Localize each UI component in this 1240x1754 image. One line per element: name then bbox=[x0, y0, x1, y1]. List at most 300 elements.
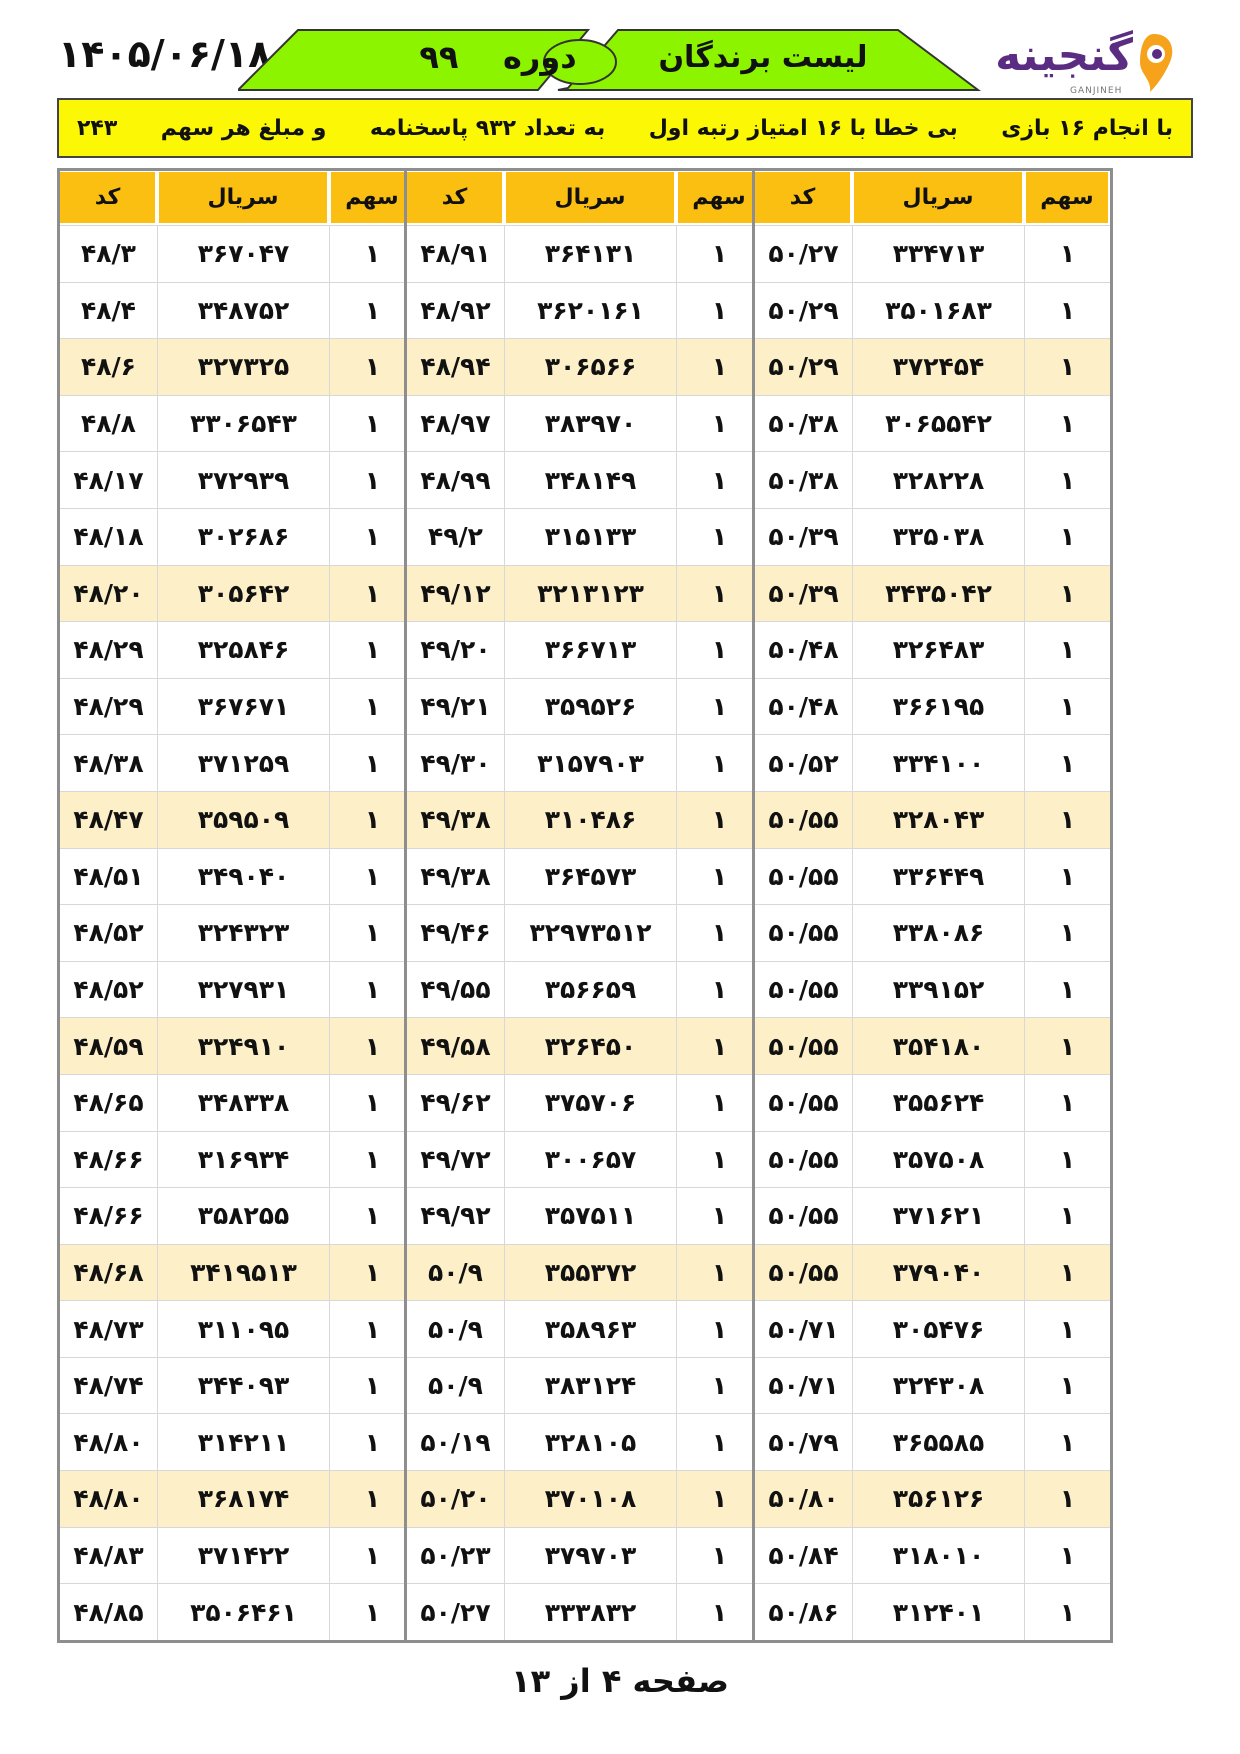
share-cell: ۱ bbox=[329, 509, 415, 565]
share-cell: ۱ bbox=[676, 1075, 762, 1131]
code-cell: ۵۰/۴۸ bbox=[768, 635, 839, 665]
code-cell: ۵۰/۸۰ bbox=[768, 1484, 839, 1514]
code-cell: ۴۸/۹۲ bbox=[420, 295, 491, 325]
share-cell: ۱ bbox=[676, 679, 762, 735]
code-cell: ۴۸/۲۹ bbox=[73, 635, 144, 665]
serial-cell: ۳۱۶۹۳۴ bbox=[157, 1132, 329, 1188]
serial-cell: ۳۷۱۶۲۱ bbox=[852, 1188, 1024, 1244]
code-cell: ۴۹/۶۲ bbox=[420, 1088, 491, 1118]
share-cell: ۱ bbox=[1024, 1584, 1110, 1640]
table-row bbox=[407, 791, 762, 848]
table-row bbox=[755, 1300, 1110, 1357]
share-cell: ۱ bbox=[1024, 1188, 1110, 1244]
serial-cell: ۳۵۰۶۴۶۱ bbox=[157, 1584, 329, 1640]
share-cell: ۱ bbox=[329, 283, 415, 339]
table-header-row bbox=[60, 171, 415, 225]
table-row bbox=[755, 1074, 1110, 1131]
table-row bbox=[60, 848, 415, 905]
table-row bbox=[407, 1470, 762, 1527]
code-cell: ۴۸/۸۳ bbox=[73, 1540, 144, 1570]
code-cell: ۵۰/۲۳ bbox=[420, 1540, 491, 1570]
code-cell: ۵۰/۳۹ bbox=[768, 578, 839, 608]
serial-cell: ۳۳۵۰۳۸ bbox=[852, 509, 1024, 565]
table-row bbox=[407, 1131, 762, 1188]
table-row bbox=[60, 225, 415, 282]
code-cell: ۴۸/۹۱ bbox=[420, 239, 491, 269]
share-cell: ۱ bbox=[676, 1358, 762, 1414]
page-title: لیست برندگان bbox=[658, 40, 868, 75]
table-row bbox=[755, 734, 1110, 791]
table-row bbox=[407, 451, 762, 508]
table-row bbox=[60, 734, 415, 791]
table-header-row bbox=[407, 171, 762, 225]
table-row bbox=[755, 508, 1110, 565]
table-row bbox=[407, 1527, 762, 1584]
column-header-rial: سریال bbox=[157, 172, 329, 223]
table-row bbox=[407, 225, 762, 282]
share-cell: ۱ bbox=[329, 566, 415, 622]
logo-subtext: GANJINEH bbox=[1070, 86, 1123, 96]
table-row bbox=[755, 904, 1110, 961]
share-cell: ۱ bbox=[1024, 1301, 1110, 1357]
serial-cell: ۳۵۴۱۸۰ bbox=[852, 1018, 1024, 1074]
table-row bbox=[407, 395, 762, 452]
code-cell: ۴۸/۷۴ bbox=[73, 1371, 144, 1401]
serial-cell: ۳۰۵۶۴۲ bbox=[157, 566, 329, 622]
table-row bbox=[60, 1413, 415, 1470]
serial-cell: ۳۴۴۰۹۳ bbox=[157, 1358, 329, 1414]
share-cell: ۱ bbox=[1024, 1132, 1110, 1188]
column-header-share: سهم bbox=[329, 172, 415, 223]
code-cell: ۴۹/۳۸ bbox=[420, 861, 491, 891]
code-cell: ۴۸/۸۰ bbox=[73, 1484, 144, 1514]
share-cell: ۱ bbox=[329, 622, 415, 678]
share-cell: ۱ bbox=[329, 1584, 415, 1640]
page-header bbox=[0, 0, 1240, 100]
table-row bbox=[407, 848, 762, 905]
code-cell: ۵۰/۷۱ bbox=[768, 1371, 839, 1401]
share-cell: ۱ bbox=[676, 1584, 762, 1640]
serial-cell: ۳۴۹۰۴۰ bbox=[157, 849, 329, 905]
serial-cell: ۳۱۵۷۹۰۳ bbox=[504, 735, 676, 791]
table-row bbox=[407, 1074, 762, 1131]
share-cell: ۱ bbox=[676, 792, 762, 848]
serial-cell: ۳۲۶۴۵۰ bbox=[504, 1018, 676, 1074]
code-cell: ۴۹/۳۰ bbox=[420, 748, 491, 778]
table-row bbox=[60, 338, 415, 395]
serial-cell: ۳۰۵۴۷۶ bbox=[852, 1301, 1024, 1357]
share-cell: ۱ bbox=[1024, 1018, 1110, 1074]
code-cell: ۴۹/۲ bbox=[428, 522, 483, 552]
table-row bbox=[755, 1131, 1110, 1188]
table-row bbox=[60, 508, 415, 565]
serial-cell: ۳۲۸۱۰۵ bbox=[504, 1414, 676, 1470]
code-cell: ۵۰/۸۴ bbox=[768, 1540, 839, 1570]
table-row bbox=[60, 451, 415, 508]
serial-cell: ۳۴۸۱۴۹ bbox=[504, 452, 676, 508]
serial-cell: ۳۶۴۱۳۱ bbox=[504, 226, 676, 282]
table-row bbox=[60, 904, 415, 961]
code-cell: ۵۰/۵۵ bbox=[768, 918, 839, 948]
table-row bbox=[407, 1187, 762, 1244]
info-rank: بی خطا با ۱۶ امتیاز رتبه اول bbox=[648, 115, 958, 141]
serial-cell: ۳۰۶۵۶۶ bbox=[504, 339, 676, 395]
serial-cell: ۳۵۰۱۶۸۳ bbox=[852, 283, 1024, 339]
table-row bbox=[755, 848, 1110, 905]
code-cell: ۵۰/۵۵ bbox=[768, 1031, 839, 1061]
table-row bbox=[755, 451, 1110, 508]
share-cell: ۱ bbox=[676, 1132, 762, 1188]
code-cell: ۵۰/۳۹ bbox=[768, 522, 839, 552]
serial-cell: ۳۳۸۰۸۶ bbox=[852, 905, 1024, 961]
table-row bbox=[755, 1470, 1110, 1527]
serial-cell: ۳۳۴۱۰۰ bbox=[852, 735, 1024, 791]
winners-table-right bbox=[752, 168, 1113, 1643]
code-cell: ۵۰/۵۵ bbox=[768, 1201, 839, 1231]
serial-cell: ۳۱۸۰۱۰ bbox=[852, 1528, 1024, 1584]
table-row bbox=[755, 1244, 1110, 1301]
table-row bbox=[407, 1244, 762, 1301]
share-cell: ۱ bbox=[676, 1528, 762, 1584]
share-cell: ۱ bbox=[329, 1188, 415, 1244]
code-cell: ۴۸/۵۲ bbox=[73, 975, 144, 1005]
table-row bbox=[60, 1470, 415, 1527]
serial-cell: ۳۶۸۱۷۴ bbox=[157, 1471, 329, 1527]
code-cell: ۴۹/۱۲ bbox=[420, 578, 491, 608]
winners-tables bbox=[57, 168, 1193, 1627]
code-cell: ۴۸/۹۷ bbox=[420, 409, 491, 439]
serial-cell: ۳۵۵۶۲۴ bbox=[852, 1075, 1024, 1131]
code-cell: ۵۰/۵۵ bbox=[768, 1088, 839, 1118]
share-cell: ۱ bbox=[1024, 1528, 1110, 1584]
info-amount: ۲۴۳ bbox=[77, 115, 118, 141]
code-cell: ۴۹/۷۲ bbox=[420, 1144, 491, 1174]
serial-cell: ۳۳۰۶۵۴۳ bbox=[157, 396, 329, 452]
share-cell: ۱ bbox=[676, 1018, 762, 1074]
code-cell: ۴۹/۵۸ bbox=[420, 1031, 491, 1061]
column-header-rial: سریال bbox=[852, 172, 1024, 223]
serial-cell: ۳۷۱۴۲۲ bbox=[157, 1528, 329, 1584]
share-cell: ۱ bbox=[329, 1245, 415, 1301]
serial-cell: ۳۰۶۵۵۴۲ bbox=[852, 396, 1024, 452]
code-cell: ۵۰/۷۹ bbox=[768, 1427, 839, 1457]
share-cell: ۱ bbox=[676, 452, 762, 508]
winners-table-middle bbox=[404, 168, 765, 1643]
code-cell: ۴۸/۷۳ bbox=[73, 1314, 144, 1344]
period-heading bbox=[328, 38, 668, 76]
code-cell: ۵۰/۲۰ bbox=[420, 1484, 491, 1514]
code-cell: ۴۸/۱۸ bbox=[73, 522, 144, 552]
code-cell: ۵۰/۲۷ bbox=[420, 1597, 491, 1627]
serial-cell: ۳۱۵۱۳۳ bbox=[504, 509, 676, 565]
info-games: با انجام ۱۶ بازی bbox=[1001, 115, 1173, 141]
code-cell: ۴۸/۳ bbox=[81, 239, 136, 269]
code-cell: ۴۸/۶۶ bbox=[73, 1201, 144, 1231]
table-row bbox=[60, 678, 415, 735]
share-cell: ۱ bbox=[329, 1358, 415, 1414]
serial-cell: ۳۷۵۷۰۶ bbox=[504, 1075, 676, 1131]
serial-cell: ۳۵۹۵۰۹ bbox=[157, 792, 329, 848]
serial-cell: ۳۷۹۷۰۳ bbox=[504, 1528, 676, 1584]
serial-cell: ۳۷۲۹۳۹ bbox=[157, 452, 329, 508]
code-cell: ۵۰/۸۶ bbox=[768, 1597, 839, 1627]
share-cell: ۱ bbox=[329, 339, 415, 395]
share-cell: ۱ bbox=[676, 622, 762, 678]
share-cell: ۱ bbox=[1024, 339, 1110, 395]
share-cell: ۱ bbox=[676, 849, 762, 905]
share-cell: ۱ bbox=[329, 396, 415, 452]
serial-cell: ۳۴۸۳۳۸ bbox=[157, 1075, 329, 1131]
serial-cell: ۳۲۶۴۸۳ bbox=[852, 622, 1024, 678]
table-header-row bbox=[755, 171, 1110, 225]
share-cell: ۱ bbox=[676, 396, 762, 452]
code-cell: ۴۸/۵۱ bbox=[73, 861, 144, 891]
table-row bbox=[755, 1017, 1110, 1074]
table-row bbox=[407, 961, 762, 1018]
table-row bbox=[407, 1357, 762, 1414]
serial-cell: ۳۲۸۲۲۸ bbox=[852, 452, 1024, 508]
serial-cell: ۳۶۶۱۹۵ bbox=[852, 679, 1024, 735]
share-cell: ۱ bbox=[1024, 566, 1110, 622]
serial-cell: ۳۰۲۶۸۶ bbox=[157, 509, 329, 565]
serial-cell: ۳۷۲۴۵۴ bbox=[852, 339, 1024, 395]
serial-cell: ۳۲۵۸۴۶ bbox=[157, 622, 329, 678]
serial-cell: ۳۸۳۹۷۰ bbox=[504, 396, 676, 452]
code-cell: ۴۸/۸۵ bbox=[73, 1597, 144, 1627]
share-cell: ۱ bbox=[329, 1018, 415, 1074]
serial-cell: ۳۶۲۰۱۶۱ bbox=[504, 283, 676, 339]
serial-cell: ۳۶۵۵۸۵ bbox=[852, 1414, 1024, 1470]
serial-cell: ۳۳۳۸۳۲ bbox=[504, 1584, 676, 1640]
table-row bbox=[407, 565, 762, 622]
serial-cell: ۳۶۶۷۱۳ bbox=[504, 622, 676, 678]
serial-cell: ۳۸۳۱۲۴ bbox=[504, 1358, 676, 1414]
table-row bbox=[407, 678, 762, 735]
code-cell: ۵۰/۵۵ bbox=[768, 1257, 839, 1287]
draw-date: ۱۴۰۵/۰۶/۱۸ bbox=[58, 32, 272, 76]
share-cell: ۱ bbox=[676, 1301, 762, 1357]
code-cell: ۴۸/۸۰ bbox=[73, 1427, 144, 1457]
code-cell: ۴۸/۵۲ bbox=[73, 918, 144, 948]
share-cell: ۱ bbox=[676, 226, 762, 282]
table-row bbox=[60, 1131, 415, 1188]
share-cell: ۱ bbox=[1024, 622, 1110, 678]
share-cell: ۱ bbox=[1024, 452, 1110, 508]
code-cell: ۴۸/۹۹ bbox=[420, 465, 491, 495]
column-header-code: کد bbox=[407, 172, 504, 223]
serial-cell: ۳۲۸۰۴۳ bbox=[852, 792, 1024, 848]
share-cell: ۱ bbox=[1024, 735, 1110, 791]
table-row bbox=[407, 1583, 762, 1640]
code-cell: ۴۸/۶۸ bbox=[73, 1257, 144, 1287]
share-cell: ۱ bbox=[676, 905, 762, 961]
table-row bbox=[407, 282, 762, 339]
table-row bbox=[755, 338, 1110, 395]
table-row bbox=[755, 961, 1110, 1018]
code-cell: ۴۸/۳۸ bbox=[73, 748, 144, 778]
serial-cell: ۳۲۷۳۲۵ bbox=[157, 339, 329, 395]
code-cell: ۴۹/۲۱ bbox=[420, 692, 491, 722]
period-label: دوره bbox=[503, 38, 577, 76]
share-cell: ۱ bbox=[329, 849, 415, 905]
share-cell: ۱ bbox=[676, 283, 762, 339]
table-row bbox=[60, 1187, 415, 1244]
column-header-share: سهم bbox=[1024, 172, 1110, 223]
serial-cell: ۳۲۴۹۱۰ bbox=[157, 1018, 329, 1074]
share-cell: ۱ bbox=[329, 1075, 415, 1131]
info-share-amount-label: و مبلغ هر سهم bbox=[160, 115, 327, 141]
table-row bbox=[60, 1357, 415, 1414]
code-cell: ۴۸/۹۴ bbox=[420, 352, 491, 382]
share-cell: ۱ bbox=[676, 566, 762, 622]
share-cell: ۱ bbox=[1024, 849, 1110, 905]
serial-cell: ۳۲۹۷۳۵۱۲ bbox=[504, 905, 676, 961]
share-cell: ۱ bbox=[676, 1414, 762, 1470]
share-cell: ۱ bbox=[1024, 1471, 1110, 1527]
table-row bbox=[60, 791, 415, 848]
share-cell: ۱ bbox=[1024, 509, 1110, 565]
serial-cell: ۳۵۶۱۲۶ bbox=[852, 1471, 1024, 1527]
table-row bbox=[755, 1187, 1110, 1244]
table-row bbox=[755, 1583, 1110, 1640]
code-cell: ۵۰/۵۵ bbox=[768, 975, 839, 1005]
table-row bbox=[755, 621, 1110, 678]
share-cell: ۱ bbox=[676, 1471, 762, 1527]
table-row bbox=[60, 565, 415, 622]
serial-cell: ۳۲۴۳۰۸ bbox=[852, 1358, 1024, 1414]
serial-cell: ۳۵۷۵۰۸ bbox=[852, 1132, 1024, 1188]
code-cell: ۴۹/۵۵ bbox=[420, 975, 491, 1005]
page-number: صفحه ۴ از ۱۳ bbox=[511, 1662, 729, 1700]
serial-cell: ۳۱۰۴۸۶ bbox=[504, 792, 676, 848]
code-cell: ۴۸/۶ bbox=[81, 352, 136, 382]
code-cell: ۵۰/۴۸ bbox=[768, 692, 839, 722]
table-row bbox=[755, 678, 1110, 735]
code-cell: ۵۰/۳۸ bbox=[768, 409, 839, 439]
code-cell: ۵۰/۹ bbox=[428, 1314, 483, 1344]
info-bar bbox=[57, 98, 1193, 158]
share-cell: ۱ bbox=[1024, 226, 1110, 282]
code-cell: ۵۰/۵۵ bbox=[768, 861, 839, 891]
share-cell: ۱ bbox=[676, 509, 762, 565]
serial-cell: ۳۴۳۵۰۴۲ bbox=[852, 566, 1024, 622]
code-cell: ۴۹/۹۲ bbox=[420, 1201, 491, 1231]
code-cell: ۴۸/۶۶ bbox=[73, 1144, 144, 1174]
code-cell: ۵۰/۲۹ bbox=[768, 352, 839, 382]
info-count: به تعداد ۹۳۲ پاسخنامه bbox=[369, 115, 606, 141]
share-cell: ۱ bbox=[329, 1301, 415, 1357]
column-header-share: سهم bbox=[676, 172, 762, 223]
serial-cell: ۳۱۴۲۱۱ bbox=[157, 1414, 329, 1470]
serial-cell: ۳۱۱۰۹۵ bbox=[157, 1301, 329, 1357]
table-row bbox=[60, 961, 415, 1018]
serial-cell: ۳۰۰۶۵۷ bbox=[504, 1132, 676, 1188]
table-row bbox=[407, 1300, 762, 1357]
code-cell: ۴۸/۶۵ bbox=[73, 1088, 144, 1118]
logo-text: گنجینه bbox=[995, 30, 1133, 81]
table-row bbox=[60, 1527, 415, 1584]
share-cell: ۱ bbox=[1024, 905, 1110, 961]
serial-cell: ۳۷۰۱۰۸ bbox=[504, 1471, 676, 1527]
code-cell: ۵۰/۹ bbox=[428, 1257, 483, 1287]
share-cell: ۱ bbox=[329, 679, 415, 735]
share-cell: ۱ bbox=[329, 1414, 415, 1470]
table-row bbox=[755, 565, 1110, 622]
table-row bbox=[407, 508, 762, 565]
code-cell: ۵۰/۱۹ bbox=[420, 1427, 491, 1457]
share-cell: ۱ bbox=[329, 1132, 415, 1188]
column-header-code: کد bbox=[60, 172, 157, 223]
table-row bbox=[60, 282, 415, 339]
serial-cell: ۳۳۹۱۵۲ bbox=[852, 962, 1024, 1018]
code-cell: ۴۹/۴۶ bbox=[420, 918, 491, 948]
share-cell: ۱ bbox=[329, 1528, 415, 1584]
table-row bbox=[407, 1017, 762, 1074]
table-row bbox=[755, 225, 1110, 282]
serial-cell: ۳۶۷۰۴۷ bbox=[157, 226, 329, 282]
serial-cell: ۳۲۷۹۳۱ bbox=[157, 962, 329, 1018]
code-cell: ۵۰/۲۷ bbox=[768, 239, 839, 269]
table-row bbox=[60, 1583, 415, 1640]
share-cell: ۱ bbox=[1024, 283, 1110, 339]
code-cell: ۵۰/۵۲ bbox=[768, 748, 839, 778]
share-cell: ۱ bbox=[676, 339, 762, 395]
table-row bbox=[755, 791, 1110, 848]
code-cell: ۵۰/۹ bbox=[428, 1371, 483, 1401]
share-cell: ۱ bbox=[676, 1188, 762, 1244]
share-cell: ۱ bbox=[1024, 1414, 1110, 1470]
share-cell: ۱ bbox=[329, 735, 415, 791]
table-row bbox=[60, 1074, 415, 1131]
share-cell: ۱ bbox=[329, 792, 415, 848]
code-cell: ۵۰/۳۸ bbox=[768, 465, 839, 495]
code-cell: ۴۹/۳۸ bbox=[420, 805, 491, 835]
table-row bbox=[60, 1300, 415, 1357]
table-row bbox=[755, 395, 1110, 452]
period-number: ۹۹ bbox=[419, 38, 459, 76]
serial-cell: ۳۱۲۴۰۱ bbox=[852, 1584, 1024, 1640]
share-cell: ۱ bbox=[329, 226, 415, 282]
table-row bbox=[60, 1244, 415, 1301]
share-cell: ۱ bbox=[329, 452, 415, 508]
serial-cell: ۳۳۶۴۴۹ bbox=[852, 849, 1024, 905]
table-row bbox=[407, 621, 762, 678]
table-row bbox=[60, 621, 415, 678]
serial-cell: ۳۳۴۷۱۳ bbox=[852, 226, 1024, 282]
table-row bbox=[755, 1357, 1110, 1414]
share-cell: ۱ bbox=[676, 1245, 762, 1301]
serial-cell: ۳۵۶۶۵۹ bbox=[504, 962, 676, 1018]
column-header-rial: سریال bbox=[504, 172, 676, 223]
table-row bbox=[407, 1413, 762, 1470]
table-row bbox=[407, 338, 762, 395]
code-cell: ۴۸/۲۹ bbox=[73, 692, 144, 722]
table-row bbox=[60, 395, 415, 452]
table-row bbox=[407, 734, 762, 791]
share-cell: ۱ bbox=[1024, 396, 1110, 452]
share-cell: ۱ bbox=[329, 905, 415, 961]
share-cell: ۱ bbox=[676, 735, 762, 791]
serial-cell: ۳۶۴۵۷۳ bbox=[504, 849, 676, 905]
serial-cell: ۳۲۴۳۲۳ bbox=[157, 905, 329, 961]
code-cell: ۴۸/۲۰ bbox=[73, 578, 144, 608]
serial-cell: ۳۴۱۹۵۱۳ bbox=[157, 1245, 329, 1301]
ganjineh-logo bbox=[990, 30, 1190, 100]
serial-cell: ۳۲۱۳۱۲۳ bbox=[504, 566, 676, 622]
table-row bbox=[755, 1527, 1110, 1584]
code-cell: ۴۸/۴۷ bbox=[73, 805, 144, 835]
column-header-code: کد bbox=[755, 172, 852, 223]
